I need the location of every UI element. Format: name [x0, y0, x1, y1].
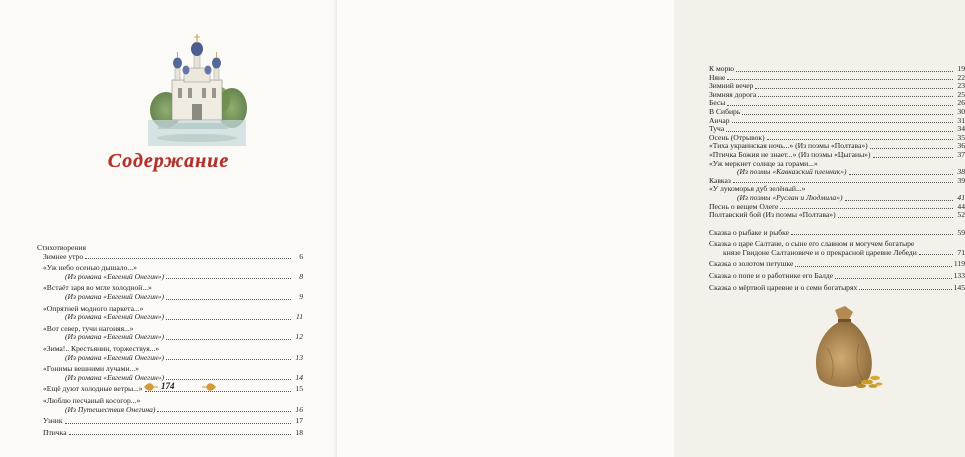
entry-page-number: 26 — [957, 98, 965, 108]
left-page — [0, 0, 337, 457]
entry-title: «Птичка Божия не знает...» (Из поэмы «Цыганы») — [709, 149, 871, 159]
entry-title: Зимнее утро — [43, 251, 84, 261]
entry-page-number: 14 — [295, 372, 303, 382]
dot-leader — [727, 79, 953, 80]
entry-title: В Сибирь — [709, 106, 741, 116]
entry-page-number: 119 — [953, 259, 965, 269]
dot-leader — [758, 96, 953, 97]
toc-entry[interactable] — [709, 65, 965, 74]
dot-leader — [727, 105, 953, 106]
toc-entry[interactable] — [709, 211, 965, 220]
dot-leader — [742, 114, 953, 115]
toc-entry[interactable] — [37, 406, 303, 415]
dot-leader — [755, 88, 953, 89]
coin-bag-illustration — [805, 300, 885, 392]
entry-title: «Тиха украинская ночь...» (Из поэмы «Полтава») — [709, 141, 868, 151]
toc-entry[interactable] — [37, 253, 303, 262]
entry-title: Туча — [709, 124, 725, 134]
entry-title: (Из романа «Евгений Онегин») — [65, 312, 165, 322]
entry-page-number: 59 — [957, 227, 965, 237]
entry-page-number: 41 — [957, 192, 965, 202]
toc-entry[interactable] — [37, 429, 303, 438]
toc-entry[interactable] — [37, 273, 303, 282]
entry-title: (Из романа «Евгений Онегин») — [65, 352, 165, 362]
entry-title: «Уж небо осенью дышало...» — [43, 263, 137, 273]
dot-leader — [791, 234, 953, 235]
entry-title: «Люблю песчаный косогор...» — [43, 395, 141, 405]
toc-entry[interactable] — [37, 313, 303, 322]
toc-entry[interactable] — [709, 91, 965, 100]
dot-leader — [845, 200, 953, 201]
toc-entry[interactable] — [709, 260, 965, 269]
dot-leader — [166, 299, 291, 300]
entry-page-number: 23 — [957, 81, 965, 91]
entry-page-number: 17 — [295, 416, 303, 426]
entry-title: Няне — [709, 72, 726, 82]
toc-entry[interactable] — [709, 168, 965, 177]
dot-leader — [85, 258, 291, 259]
entry-page-number: 8 — [299, 271, 303, 281]
entry-page-number: 9 — [299, 291, 303, 301]
dot-leader — [166, 339, 291, 340]
dot-leader — [157, 411, 291, 412]
entry-title: Песнь о вещем Олеге — [709, 201, 779, 211]
entry-title: (Из Путешествия Онегина) — [65, 404, 156, 414]
entry-page-number: 11 — [295, 312, 303, 322]
toc-entry[interactable] — [37, 354, 303, 363]
entry-page-number: 13 — [295, 352, 303, 362]
entry-page-number: 71 — [957, 247, 965, 257]
dot-leader — [870, 148, 953, 149]
church-illustration — [148, 28, 246, 146]
entry-title: Птичка — [43, 427, 67, 437]
entry-title: «Гонимы вешними лучами...» — [43, 364, 140, 374]
entry-page-number: 16 — [295, 404, 303, 414]
dot-leader — [919, 254, 953, 255]
entry-page-number: 18 — [295, 427, 303, 437]
dot-leader — [69, 434, 291, 435]
dot-leader — [795, 266, 951, 267]
entry-title: Сказка о попе и о работнике его Балде — [709, 271, 834, 281]
dot-leader — [780, 208, 953, 209]
dot-leader — [873, 157, 954, 158]
dot-leader — [732, 122, 953, 123]
entry-title: (Из романа «Евгений Онегин») — [65, 332, 165, 342]
entry-title: «Зима!.. Крестьянин, торжествуя...» — [43, 343, 160, 353]
entry-title: Сказка о мёртвой царевне и о семи богатырях — [709, 282, 858, 292]
toc-entry[interactable] — [37, 417, 303, 426]
entry-title: К морю — [709, 64, 735, 73]
entry-title: (Из романа «Евгений Онегин») — [65, 291, 165, 301]
entry-page-number: 38 — [957, 167, 965, 177]
dot-leader — [166, 319, 291, 320]
entry-title: Анчар — [709, 115, 730, 125]
entry-title: Зимняя дорога — [709, 89, 757, 99]
entry-title: Полтавский бой (Из поэмы «Полтава») — [709, 210, 836, 220]
toc-entry[interactable] — [709, 229, 965, 238]
dot-leader — [859, 289, 951, 290]
entry-page-number: 25 — [957, 89, 965, 99]
dot-leader — [736, 71, 953, 72]
dot-leader — [166, 278, 291, 279]
toc-entry[interactable] — [709, 99, 965, 108]
folio-ornament — [140, 380, 220, 394]
toc-entry[interactable] — [709, 249, 965, 258]
entry-page-number: 19 — [957, 64, 965, 73]
entry-page-number: 145 — [953, 282, 965, 292]
entry-title: Узник — [43, 416, 63, 426]
entry-title: Сказка о рыбаке и рыбке — [709, 227, 790, 237]
toc-entry[interactable] — [37, 293, 303, 302]
dot-leader — [838, 217, 953, 218]
dot-leader — [767, 139, 953, 140]
entry-title: Бесы — [709, 98, 726, 108]
right-page — [337, 0, 965, 457]
toc-entry[interactable] — [709, 284, 965, 293]
dot-leader — [65, 423, 291, 424]
entry-page-number: 34 — [957, 124, 965, 134]
entry-title: «Ещё дуют холодные ветры...» — [43, 384, 143, 394]
entry-title: Сказка о золотом петушке — [709, 259, 794, 269]
entry-page-number: 133 — [953, 271, 965, 281]
entry-title: (Из поэмы «Руслан и Людмила») — [737, 192, 843, 202]
entry-page-number: 6 — [299, 251, 303, 261]
dot-leader — [166, 359, 291, 360]
entry-title: «Уж меркнет солнце за горами...» — [709, 158, 818, 168]
toc-entry[interactable] — [709, 272, 965, 281]
entry-title: (Из поэмы «Кавказский пленник») — [737, 167, 847, 177]
entry-page-number: 35 — [957, 132, 965, 142]
entry-title: Осень (Отрывок) — [709, 132, 765, 142]
page-number: 174 — [161, 381, 175, 391]
toc-right — [709, 65, 965, 292]
entry-page-number: 44 — [957, 201, 965, 211]
entry-page-number: 31 — [957, 115, 965, 125]
dot-leader — [849, 174, 953, 175]
entry-title: «Встаёт заря во мгле холодной...» — [43, 283, 152, 293]
toc-left — [37, 244, 303, 437]
entry-page-number: 39 — [957, 175, 965, 185]
entry-title: (Из романа «Евгений Онегин») — [65, 372, 165, 382]
toc-entry[interactable] — [709, 117, 965, 126]
toc-entry[interactable] — [709, 108, 965, 117]
entry-page-number: 37 — [957, 149, 965, 159]
toc-entry[interactable] — [37, 333, 303, 342]
entry-title: «У лукоморья дуб зелёный...» — [709, 184, 806, 194]
entry-title: Зимний вечер — [709, 81, 754, 91]
entry-title: князе Гвидоне Салтановиче и о прекрасной царевне Лебеди — [723, 247, 917, 257]
entry-page-number: 30 — [957, 106, 965, 116]
entry-page-number: 52 — [957, 210, 965, 220]
entry-title: Кавказ — [709, 175, 731, 185]
entry-page-number: 15 — [295, 384, 303, 394]
entry-title: «Вот север, тучи нагоняя...» — [43, 323, 134, 333]
contents-heading: Содержание — [107, 150, 230, 172]
entry-title: Сказка о царе Салтане, о сыне его славном и могучем богатыре — [709, 239, 915, 249]
entry-page-number: 22 — [957, 72, 965, 82]
dot-leader — [726, 131, 953, 132]
entry-page-number: 36 — [957, 141, 965, 151]
entry-title: (Из романа «Евгений Онегин») — [65, 271, 165, 281]
entry-page-number: 12 — [295, 332, 303, 342]
dot-leader — [733, 182, 953, 183]
dot-leader — [835, 278, 951, 279]
entry-title: «Опрятней модного паркета...» — [43, 303, 144, 313]
section-title: Стихотворения — [37, 243, 86, 252]
